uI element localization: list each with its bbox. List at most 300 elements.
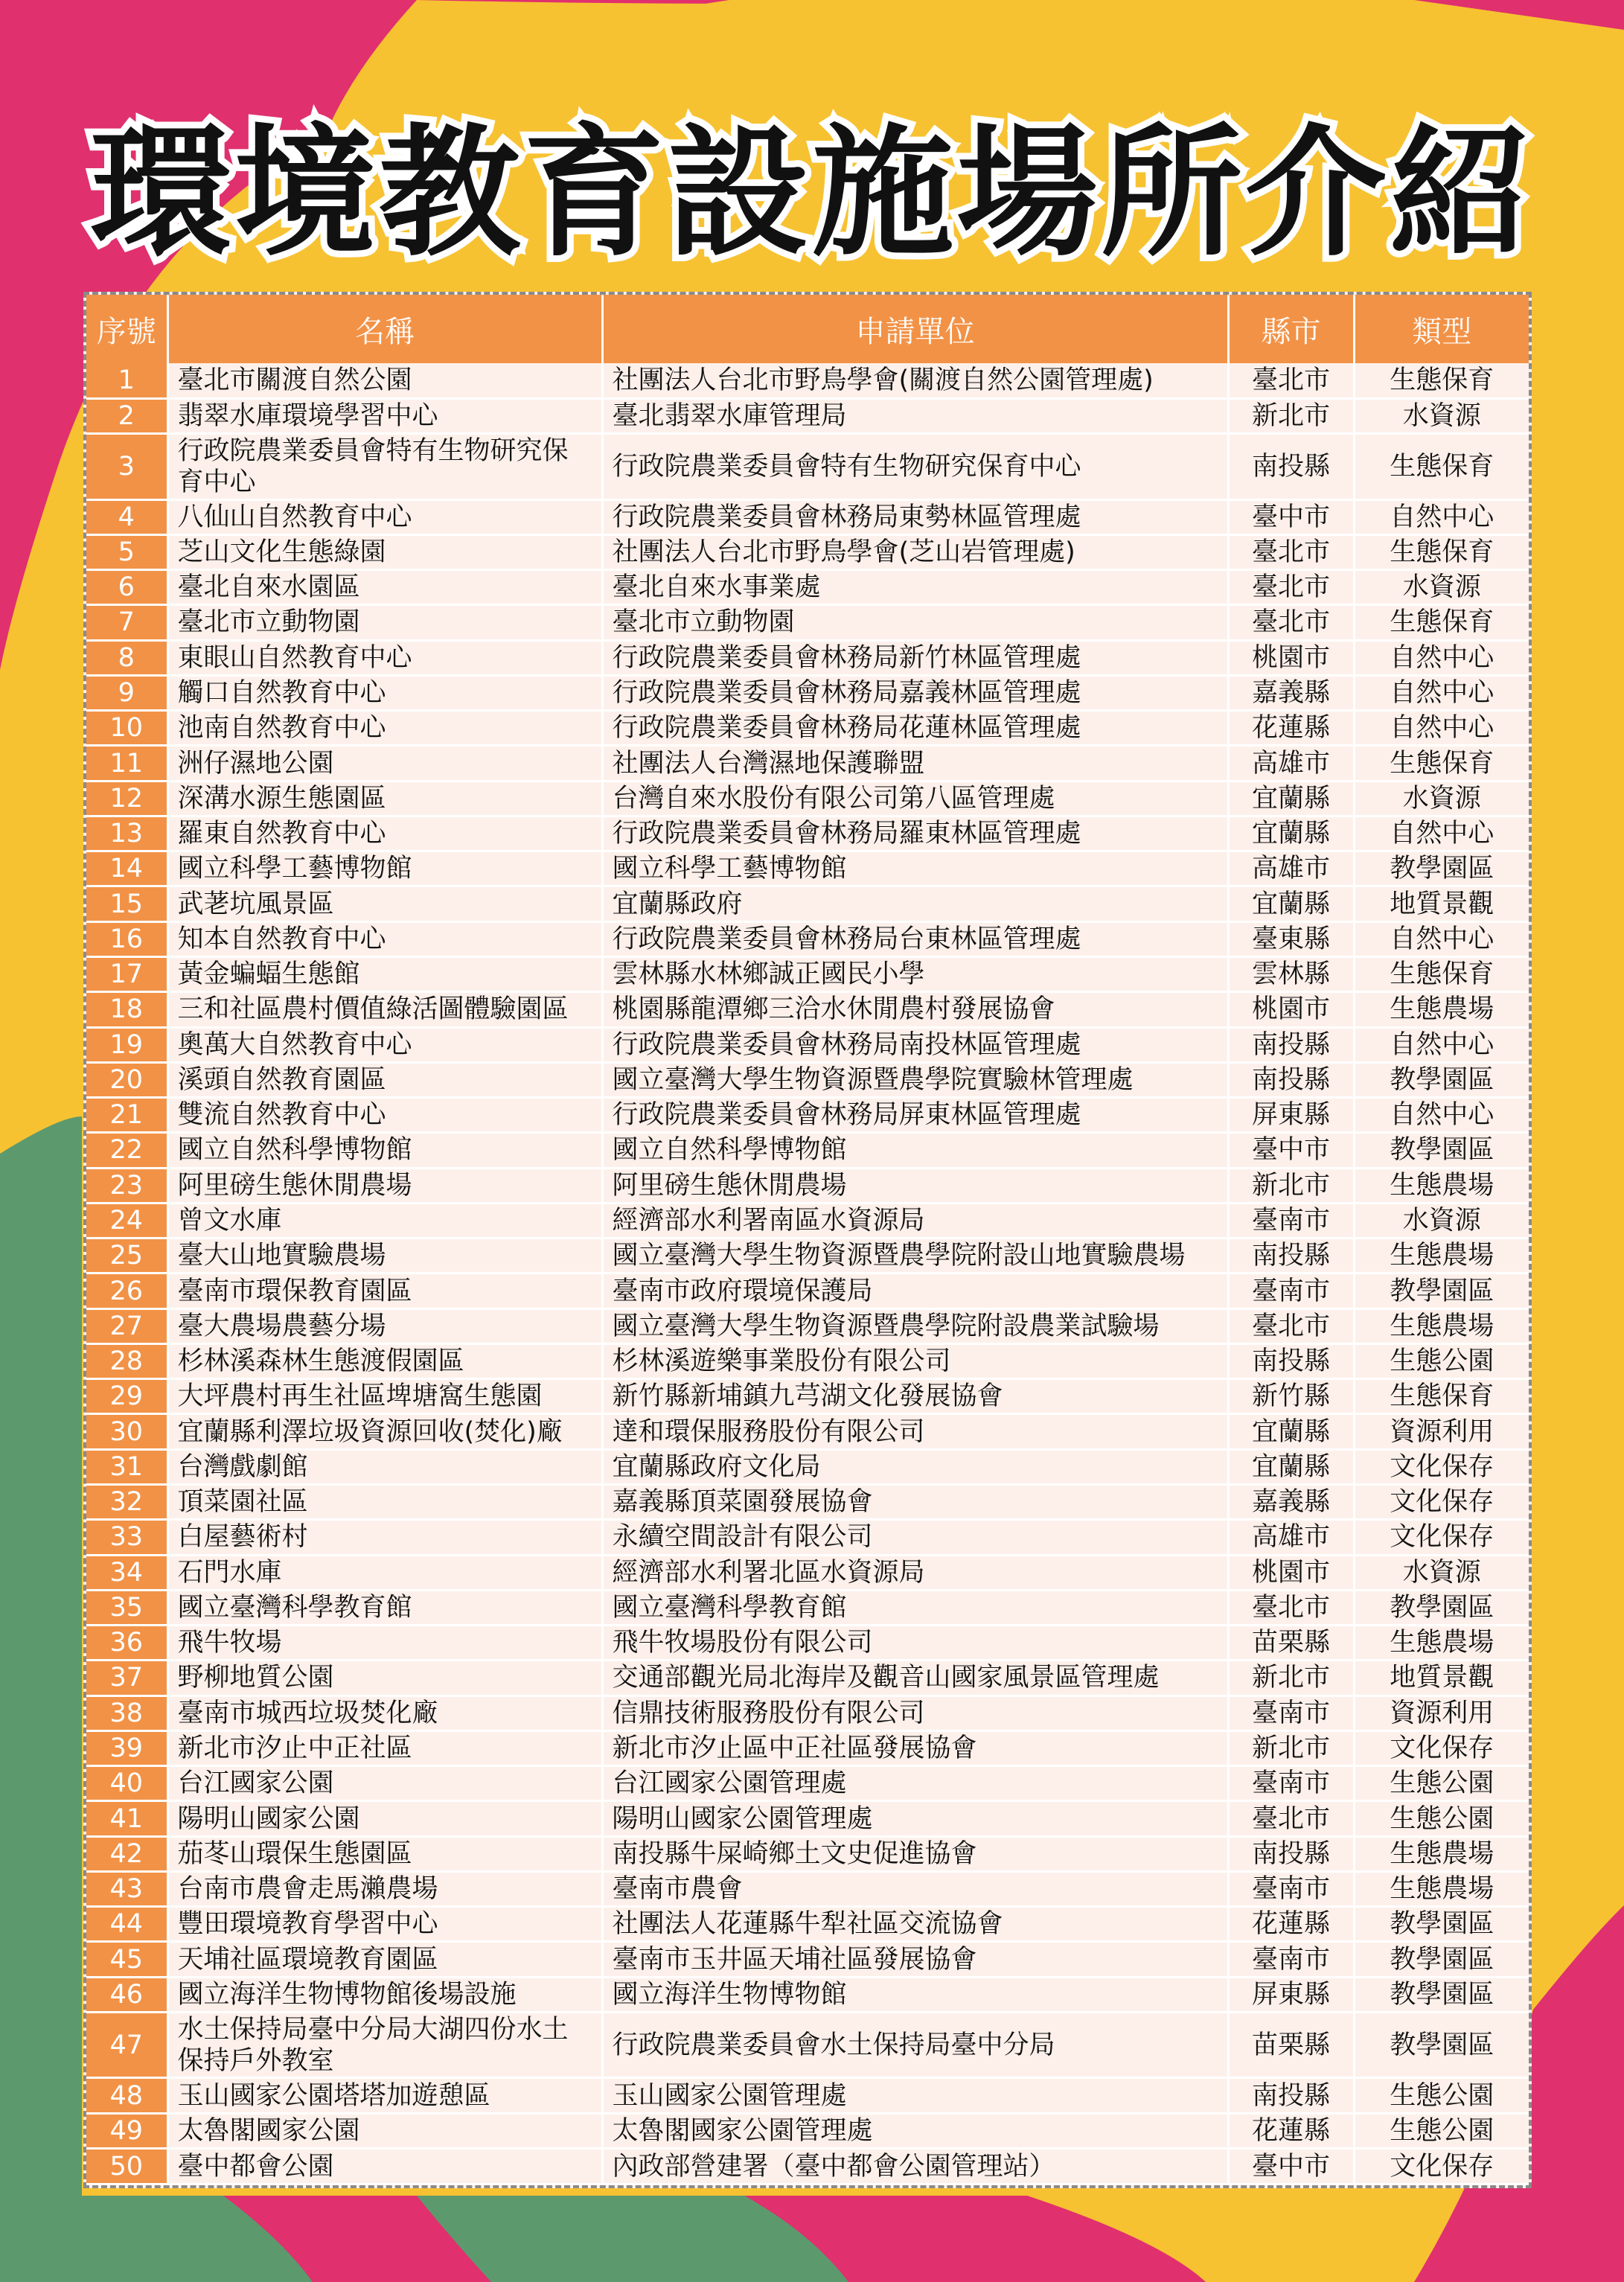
cell-type: 文化保存 [1354,1520,1529,1555]
cell-unit: 行政院農業委員會林務局東勢林區管理處 [602,499,1228,534]
cell-name: 洲仔濕地公園 [167,746,602,781]
cell-type: 生態保育 [1354,957,1529,992]
cell-type: 自然中心 [1354,640,1529,675]
page-title: 環境教育設施場所介紹 [89,111,1534,275]
cell-no: 18 [86,992,167,1027]
cell-unit: 永續空間設計有限公司 [602,1520,1228,1555]
cell-no: 11 [86,746,167,781]
cell-city: 南投縣 [1228,434,1354,500]
header-no: 序號 [86,295,167,363]
cell-no: 20 [86,1062,167,1097]
cell-city: 南投縣 [1228,1836,1354,1871]
table-row [86,1977,1529,2012]
cell-no: 36 [86,1626,167,1661]
cell-city: 臺北市 [1228,363,1354,398]
cell-unit: 國立臺灣大學生物資源暨農學院附設山地實驗農場 [602,1239,1228,1273]
header-name: 名稱 [167,295,602,363]
table-row [86,1203,1529,1238]
cell-no: 5 [86,534,167,569]
cell-type: 教學園區 [1354,1273,1529,1308]
cell-type: 生態保育 [1354,363,1529,398]
cell-city: 花蓮縣 [1228,711,1354,746]
cell-type: 生態農場 [1354,1626,1529,1661]
cell-no: 22 [86,1133,167,1168]
cell-no: 8 [86,640,167,675]
table-row [86,1836,1529,1871]
cell-type: 教學園區 [1354,1062,1529,1097]
cell-no: 29 [86,1379,167,1414]
cell-unit: 臺南市農會 [602,1871,1228,1906]
cell-city: 臺中市 [1228,2149,1354,2184]
table-row [86,1520,1529,1555]
cell-unit: 新竹縣新埔鎮九芎湖文化發展協會 [602,1379,1228,1414]
cell-type: 自然中心 [1354,921,1529,956]
cell-unit: 玉山國家公園管理處 [602,2078,1228,2113]
cell-unit: 飛牛牧場股份有限公司 [602,1626,1228,1661]
cell-city: 高雄市 [1228,851,1354,886]
cell-name: 翡翠水庫環境學習中心 [167,398,602,433]
cell-type: 生態公園 [1354,2113,1529,2148]
table-row [86,1449,1529,1484]
cell-city: 臺北市 [1228,1308,1354,1343]
cell-name: 羅東自然教育中心 [167,816,602,851]
cell-city: 桃園市 [1228,640,1354,675]
table-row [86,1695,1529,1730]
table-row [86,1098,1529,1133]
cell-type: 水資源 [1354,1555,1529,1590]
cell-name: 國立自然科學博物館 [167,1133,602,1168]
table-row [86,921,1529,956]
cell-name: 臺大農場農藝分場 [167,1308,602,1343]
table-row [86,1308,1529,1343]
cell-unit: 經濟部水利署北區水資源局 [602,1555,1228,1590]
cell-no: 10 [86,711,167,746]
cell-city: 新竹縣 [1228,1379,1354,1414]
cell-no: 28 [86,1343,167,1378]
cell-unit: 陽明山國家公園管理處 [602,1801,1228,1836]
cell-city: 臺南市 [1228,1766,1354,1801]
cell-type: 文化保存 [1354,1730,1529,1765]
cell-no: 35 [86,1590,167,1625]
cell-name: 台南市農會走馬瀨農場 [167,1871,602,1906]
cell-name: 臺北市關渡自然公園 [167,363,602,398]
table-row [86,1871,1529,1906]
cell-type: 生態農場 [1354,1308,1529,1343]
cell-no: 48 [86,2078,167,2113]
cell-city: 宜蘭縣 [1228,781,1354,816]
cell-type: 教學園區 [1354,1133,1529,1168]
cell-unit: 行政院農業委員會林務局新竹林區管理處 [602,640,1228,675]
cell-city: 桃園市 [1228,1555,1354,1590]
cell-name: 臺北市立動物園 [167,605,602,640]
cell-unit: 行政院農業委員會水土保持局臺中分局 [602,2012,1228,2078]
header-city: 縣市 [1228,295,1354,363]
cell-type: 生態農場 [1354,992,1529,1027]
cell-no: 9 [86,675,167,710]
table-row [86,398,1529,433]
cell-no: 3 [86,434,167,500]
cell-name: 臺北自來水園區 [167,570,602,605]
cell-unit: 社團法人台灣濕地保護聯盟 [602,746,1228,781]
cell-name: 水土保持局臺中分局大湖四份水土保持戶外教室 [167,2012,602,2078]
table-row [86,851,1529,886]
cell-city: 新北市 [1228,1730,1354,1765]
cell-name: 東眼山自然教育中心 [167,640,602,675]
cell-no: 38 [86,1695,167,1730]
cell-no: 2 [86,398,167,433]
header-type: 類型 [1354,295,1529,363]
cell-unit: 臺北自來水事業處 [602,570,1228,605]
cell-city: 臺南市 [1228,1942,1354,1977]
cell-no: 45 [86,1942,167,1977]
cell-unit: 臺南市政府環境保護局 [602,1273,1228,1308]
cell-type: 水資源 [1354,570,1529,605]
cell-name: 臺大山地實驗農場 [167,1239,602,1273]
facility-table [86,295,1529,2185]
cell-type: 自然中心 [1354,675,1529,710]
cell-city: 高雄市 [1228,1520,1354,1555]
cell-unit: 經濟部水利署南區水資源局 [602,1203,1228,1238]
cell-name: 石門水庫 [167,1555,602,1590]
cell-no: 25 [86,1239,167,1273]
table-row [86,711,1529,746]
cell-name: 觸口自然教育中心 [167,675,602,710]
cell-type: 生態保育 [1354,534,1529,569]
table-row [86,434,1529,500]
cell-unit: 臺南市玉井區天埔社區發展協會 [602,1942,1228,1977]
cell-city: 臺南市 [1228,1273,1354,1308]
table-row [86,1661,1529,1695]
cell-unit: 宜蘭縣政府文化局 [602,1449,1228,1484]
table-row [86,1942,1529,1977]
cell-type: 生態保育 [1354,434,1529,500]
cell-unit: 行政院農業委員會特有生物研究保育中心 [602,434,1228,500]
cell-city: 臺南市 [1228,1695,1354,1730]
cell-type: 生態公園 [1354,2078,1529,2113]
cell-no: 43 [86,1871,167,1906]
cell-city: 臺東縣 [1228,921,1354,956]
cell-type: 生態保育 [1354,605,1529,640]
cell-no: 7 [86,605,167,640]
cell-name: 台江國家公園 [167,1766,602,1801]
cell-type: 生態公園 [1354,1766,1529,1801]
cell-city: 新北市 [1228,1168,1354,1203]
cell-type: 自然中心 [1354,1098,1529,1133]
cell-name: 國立海洋生物博物館後場設施 [167,1977,602,2012]
table-row [86,1907,1529,1942]
cell-name: 深溝水源生態園區 [167,781,602,816]
cell-type: 生態公園 [1354,1801,1529,1836]
cell-city: 臺南市 [1228,1203,1354,1238]
cell-type: 水資源 [1354,1203,1529,1238]
cell-name: 奧萬大自然教育中心 [167,1027,602,1062]
cell-city: 屏東縣 [1228,1098,1354,1133]
cell-unit: 社團法人台北市野鳥學會(芝山岩管理處) [602,534,1228,569]
cell-city: 臺北市 [1228,1801,1354,1836]
table-row [86,992,1529,1027]
table-row [86,746,1529,781]
table-row [86,1730,1529,1765]
cell-no: 31 [86,1449,167,1484]
cell-no: 30 [86,1414,167,1449]
cell-unit: 宜蘭縣政府 [602,886,1228,921]
cell-no: 40 [86,1766,167,1801]
cell-no: 32 [86,1484,167,1519]
cell-type: 生態農場 [1354,1168,1529,1203]
cell-no: 6 [86,570,167,605]
cell-no: 41 [86,1801,167,1836]
cell-name: 行政院農業委員會特有生物研究保育中心 [167,434,602,500]
table-row [86,816,1529,851]
cell-no: 21 [86,1098,167,1133]
cell-city: 臺中市 [1228,1133,1354,1168]
cell-unit: 國立海洋生物博物館 [602,1977,1228,2012]
cell-type: 文化保存 [1354,2149,1529,2184]
cell-name: 新北市汐止中正社區 [167,1730,602,1765]
cell-city: 苗栗縣 [1228,1626,1354,1661]
cell-unit: 台灣自來水股份有限公司第八區管理處 [602,781,1228,816]
cell-name: 豐田環境教育學習中心 [167,1907,602,1942]
cell-type: 自然中心 [1354,1027,1529,1062]
header-unit: 申請單位 [602,295,1228,363]
cell-name: 溪頭自然教育園區 [167,1062,602,1097]
cell-city: 南投縣 [1228,1062,1354,1097]
cell-unit: 國立科學工藝博物館 [602,851,1228,886]
cell-unit: 臺北市立動物園 [602,605,1228,640]
table-row [86,1168,1529,1203]
cell-city: 臺北市 [1228,605,1354,640]
cell-name: 台灣戲劇館 [167,1449,602,1484]
cell-unit: 嘉義縣頂菜園發展協會 [602,1484,1228,1519]
cell-name: 玉山國家公園塔塔加遊憩區 [167,2078,602,2113]
cell-city: 南投縣 [1228,2078,1354,2113]
cell-type: 教學園區 [1354,2012,1529,2078]
cell-name: 臺南市環保教育園區 [167,1273,602,1308]
cell-type: 地質景觀 [1354,1661,1529,1695]
cell-type: 水資源 [1354,398,1529,433]
cell-type: 地質景觀 [1354,886,1529,921]
cell-unit: 太魯閣國家公園管理處 [602,2113,1228,2148]
cell-no: 27 [86,1308,167,1343]
cell-unit: 行政院農業委員會林務局花蓮林區管理處 [602,711,1228,746]
cell-unit: 國立自然科學博物館 [602,1133,1228,1168]
cell-city: 臺北市 [1228,1590,1354,1625]
cell-type: 水資源 [1354,781,1529,816]
cell-name: 太魯閣國家公園 [167,2113,602,2148]
table-row [86,1379,1529,1414]
cell-unit: 行政院農業委員會林務局屏東林區管理處 [602,1098,1228,1133]
cell-unit: 臺北翡翠水庫管理局 [602,398,1228,433]
cell-unit: 交通部觀光局北海岸及觀音山國家風景區管理處 [602,1661,1228,1695]
cell-name: 大坪農村再生社區埤塘窩生態園 [167,1379,602,1414]
cell-no: 13 [86,816,167,851]
cell-unit: 南投縣牛屎崎鄉土文史促進協會 [602,1836,1228,1871]
table-row [86,363,1529,398]
table-row [86,957,1529,992]
cell-city: 屏東縣 [1228,1977,1354,2012]
cell-unit: 社團法人台北市野鳥學會(關渡自然公園管理處) [602,363,1228,398]
cell-type: 資源利用 [1354,1695,1529,1730]
cell-city: 臺北市 [1228,570,1354,605]
cell-type: 文化保存 [1354,1449,1529,1484]
cell-name: 池南自然教育中心 [167,711,602,746]
table-row [86,675,1529,710]
cell-no: 33 [86,1520,167,1555]
cell-city: 花蓮縣 [1228,1907,1354,1942]
cell-unit: 台江國家公園管理處 [602,1766,1228,1801]
cell-city: 南投縣 [1228,1239,1354,1273]
cell-unit: 信鼎技術服務股份有限公司 [602,1695,1228,1730]
table-row [86,534,1529,569]
cell-unit: 桃園縣龍潭鄉三洽水休閒農村發展協會 [602,992,1228,1027]
cell-no: 14 [86,851,167,886]
table-row [86,1133,1529,1168]
cell-city: 苗栗縣 [1228,2012,1354,2078]
cell-no: 4 [86,499,167,534]
cell-city: 南投縣 [1228,1027,1354,1062]
cell-city: 嘉義縣 [1228,675,1354,710]
facility-table-container [83,292,1532,2188]
cell-unit: 國立臺灣大學生物資源暨農學院實驗林管理處 [602,1062,1228,1097]
table-row [86,605,1529,640]
cell-name: 杉林溪森林生態渡假園區 [167,1343,602,1378]
cell-no: 1 [86,363,167,398]
table-row [86,640,1529,675]
cell-name: 黃金蝙蝠生態館 [167,957,602,992]
cell-city: 宜蘭縣 [1228,1414,1354,1449]
cell-name: 國立臺灣科學教育館 [167,1590,602,1625]
table-row [86,570,1529,605]
table-row [86,2149,1529,2184]
cell-name: 阿里磅生態休閒農場 [167,1168,602,1203]
cell-name: 天埔社區環境教育園區 [167,1942,602,1977]
cell-no: 19 [86,1027,167,1062]
cell-city: 嘉義縣 [1228,1484,1354,1519]
table-row [86,1766,1529,1801]
cell-city: 新北市 [1228,398,1354,433]
cell-type: 生態保育 [1354,1379,1529,1414]
cell-no: 34 [86,1555,167,1590]
cell-name: 曾文水庫 [167,1203,602,1238]
cell-city: 宜蘭縣 [1228,1449,1354,1484]
cell-unit: 行政院農業委員會林務局嘉義林區管理處 [602,675,1228,710]
cell-name: 陽明山國家公園 [167,1801,602,1836]
cell-no: 37 [86,1661,167,1695]
table-row [86,499,1529,534]
cell-type: 生態農場 [1354,1836,1529,1871]
cell-no: 24 [86,1203,167,1238]
cell-city: 雲林縣 [1228,957,1354,992]
cell-type: 生態公園 [1354,1343,1529,1378]
cell-type: 生態農場 [1354,1871,1529,1906]
cell-unit: 國立臺灣科學教育館 [602,1590,1228,1625]
cell-no: 15 [86,886,167,921]
table-row [86,1414,1529,1449]
cell-city: 新北市 [1228,1661,1354,1695]
cell-city: 花蓮縣 [1228,2113,1354,2148]
cell-type: 教學園區 [1354,1942,1529,1977]
cell-name: 野柳地質公園 [167,1661,602,1695]
table-row [86,1555,1529,1590]
table-row [86,2113,1529,2148]
cell-name: 臺中都會公園 [167,2149,602,2184]
cell-no: 44 [86,1907,167,1942]
table-row [86,1343,1529,1378]
cell-unit: 社團法人花蓮縣牛犁社區交流協會 [602,1907,1228,1942]
cell-unit: 杉林溪遊樂事業股份有限公司 [602,1343,1228,1378]
cell-name: 知本自然教育中心 [167,921,602,956]
table-row [86,1590,1529,1625]
cell-unit: 新北市汐止區中正社區發展協會 [602,1730,1228,1765]
table-body [86,363,1529,2184]
cell-name: 白屋藝術村 [167,1520,602,1555]
cell-name: 三和社區農村價值綠活圖體驗園區 [167,992,602,1027]
table-row [86,1027,1529,1062]
cell-name: 武荖坑風景區 [167,886,602,921]
cell-no: 49 [86,2113,167,2148]
table-row [86,1626,1529,1661]
table-row [86,1273,1529,1308]
cell-name: 雙流自然教育中心 [167,1098,602,1133]
cell-no: 39 [86,1730,167,1765]
table-row [86,1801,1529,1836]
cell-no: 16 [86,921,167,956]
cell-type: 教學園區 [1354,851,1529,886]
cell-city: 臺南市 [1228,1871,1354,1906]
cell-no: 46 [86,1977,167,2012]
table-row [86,886,1529,921]
cell-city: 桃園市 [1228,992,1354,1027]
cell-city: 臺中市 [1228,499,1354,534]
cell-unit: 達和環保服務股份有限公司 [602,1414,1228,1449]
cell-type: 教學園區 [1354,1590,1529,1625]
table-row [86,1484,1529,1519]
cell-no: 47 [86,2012,167,2078]
cell-type: 自然中心 [1354,499,1529,534]
cell-name: 臺南市城西垃圾焚化廠 [167,1695,602,1730]
cell-no: 23 [86,1168,167,1203]
cell-unit: 內政部營建署（臺中都會公園管理站） [602,2149,1228,2184]
cell-type: 生態農場 [1354,1239,1529,1273]
table-row [86,2078,1529,2113]
cell-no: 17 [86,957,167,992]
table-row [86,2012,1529,2078]
cell-type: 教學園區 [1354,1907,1529,1942]
cell-type: 資源利用 [1354,1414,1529,1449]
cell-name: 飛牛牧場 [167,1626,602,1661]
cell-unit: 阿里磅生態休閒農場 [602,1168,1228,1203]
cell-city: 宜蘭縣 [1228,816,1354,851]
cell-city: 高雄市 [1228,746,1354,781]
cell-unit: 行政院農業委員會林務局南投林區管理處 [602,1027,1228,1062]
cell-no: 50 [86,2149,167,2184]
cell-unit: 行政院農業委員會林務局台東林區管理處 [602,921,1228,956]
cell-type: 文化保存 [1354,1484,1529,1519]
cell-type: 生態保育 [1354,746,1529,781]
cell-type: 自然中心 [1354,711,1529,746]
cell-name: 宜蘭縣利澤垃圾資源回收(焚化)廠 [167,1414,602,1449]
cell-city: 南投縣 [1228,1343,1354,1378]
table-row [86,1062,1529,1097]
cell-unit: 雲林縣水林鄉誠正國民小學 [602,957,1228,992]
cell-no: 42 [86,1836,167,1871]
cell-name: 國立科學工藝博物館 [167,851,602,886]
cell-unit: 國立臺灣大學生物資源暨農學院附設農業試驗場 [602,1308,1228,1343]
cell-name: 頂菜園社區 [167,1484,602,1519]
cell-name: 茄苳山環保生態園區 [167,1836,602,1871]
cell-type: 自然中心 [1354,816,1529,851]
table-row [86,781,1529,816]
